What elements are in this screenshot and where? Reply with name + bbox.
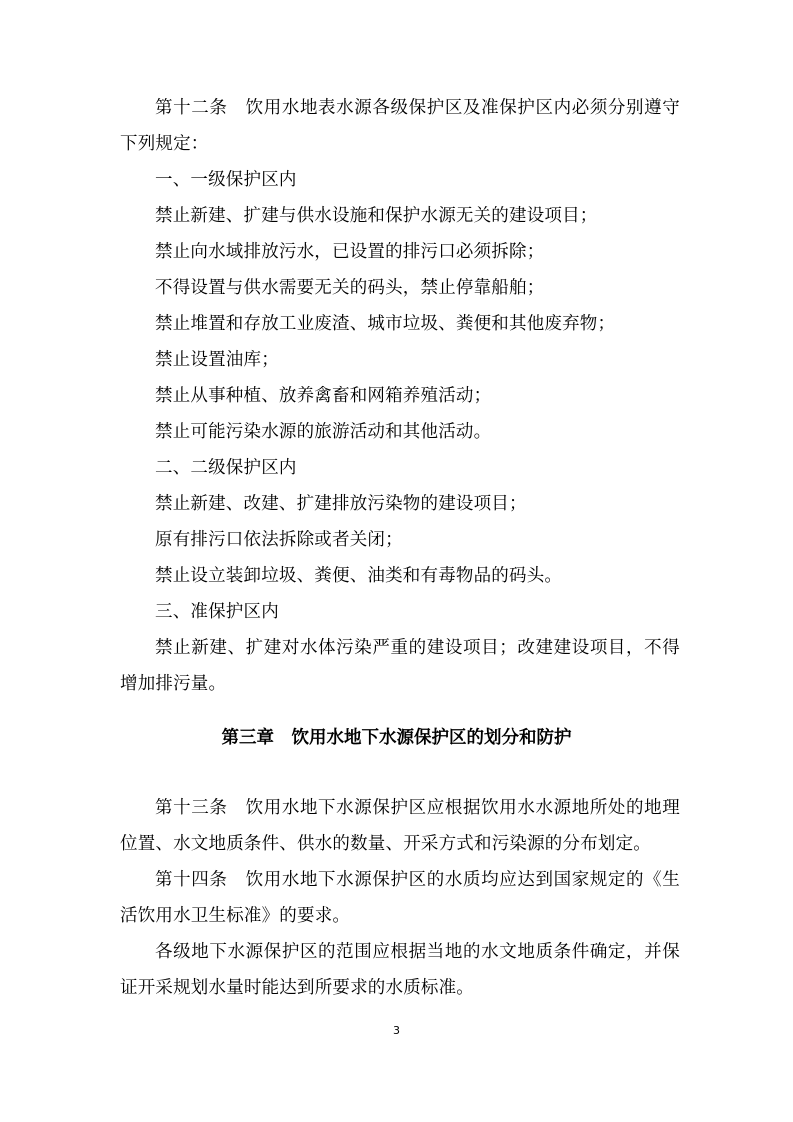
paragraph-rule: 禁止新建、扩建对水体污染严重的建设项目；改建建设项目，不得增加排污量。 bbox=[120, 638, 680, 694]
paragraph-rule: 禁止设置油库； bbox=[155, 350, 279, 370]
paragraph-rule: 禁止新建、改建、扩建排放污染物的建设项目； bbox=[155, 494, 527, 514]
paragraph-rule: 禁止从事种植、放养禽畜和网箱养殖活动； bbox=[155, 386, 492, 406]
paragraph-groundwater-scope: 各级地下水源保护区的范围应根据当地的水文地质条件确定，并保证开采规划水量时能达到所要求的水质标准。 bbox=[120, 942, 680, 998]
paragraph-heading-level-1: 一、一级保护区内 bbox=[155, 170, 297, 190]
paragraph-rule: 原有排污口依法拆除或者关闭； bbox=[155, 530, 403, 550]
paragraph-rule: 禁止向水域排放污水，已设置的排污口必须拆除； bbox=[155, 242, 545, 262]
paragraph-rule: 不得设置与供水需要无关的码头，禁止停靠船舶； bbox=[155, 278, 545, 298]
paragraph-rule: 禁止设立装卸垃圾、粪便、油类和有毒物品的码头。 bbox=[155, 566, 563, 586]
section-article-12 bbox=[120, 90, 680, 702]
page-number: 3 bbox=[393, 1024, 400, 1037]
paragraph-rule: 禁止新建、扩建与供水设施和保护水源无关的建设项目； bbox=[155, 206, 598, 226]
chapter-title: 第三章 饮用水地下水源保护区的划分和防护 bbox=[221, 728, 572, 748]
paragraph-heading-level-2: 二、二级保护区内 bbox=[155, 458, 297, 478]
paragraph-article-14: 第十四条 饮用水地下水源保护区的水质均应达到国家规定的《生活饮用水卫生标准》的要求。 bbox=[120, 870, 680, 926]
section-articles-13-14 bbox=[120, 790, 680, 1006]
paragraph-heading-quasi: 三、准保护区内 bbox=[155, 602, 279, 622]
paragraph-article-13: 第十三条 饮用水地下水源保护区应根据饮用水水源地所处的地理位置、水文地质条件、供水的数量、开采方式和污染源的分布划定。 bbox=[120, 798, 680, 854]
paragraph-rule: 禁止可能污染水源的旅游活动和其他活动。 bbox=[155, 422, 492, 442]
paragraph-rule: 禁止堆置和存放工业废渣、城市垃圾、粪便和其他废弃物； bbox=[155, 314, 616, 334]
paragraph-article-12: 第十二条 饮用水地表水源各级保护区及准保护区内必须分别遵守下列规定： bbox=[120, 98, 680, 154]
